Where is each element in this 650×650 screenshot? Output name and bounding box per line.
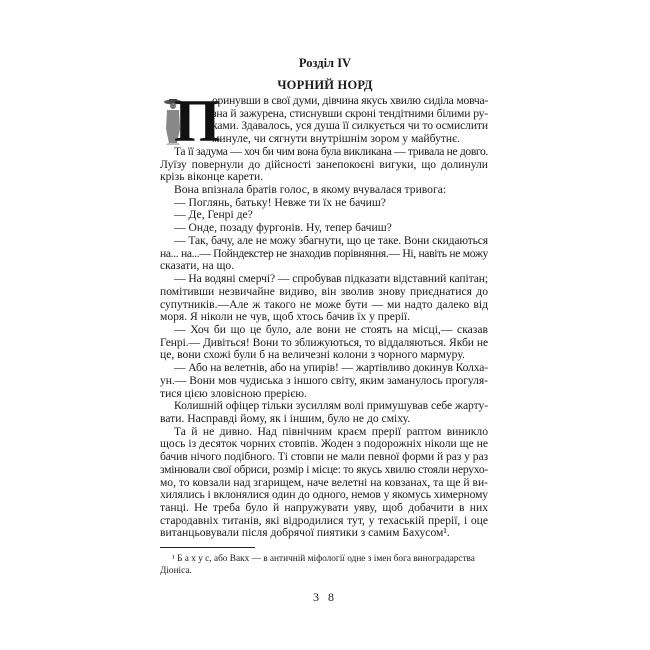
text-line: помітивши незвичайне видиво, він зволив знову приєднатися до <box>160 284 488 298</box>
text-line: танці. Не треба було й напружувати уяву, щоб добачити в них <box>160 501 488 514</box>
paragraph <box>160 146 488 184</box>
text-line: ун.— Вони мов чудиська з іншого світу, яким заманулось прогуля- <box>160 373 488 387</box>
body-text <box>160 95 488 540</box>
chapter-heading: Розділ IV <box>298 56 352 70</box>
text-line: — На водяні смерчі? — спробував підказати відставний капітан; <box>174 272 488 286</box>
text-line: — Або на велетнів, або на упирів! — жартівливо докинув Колха- <box>174 361 488 375</box>
text-line: крізь віконце карети. <box>160 170 264 184</box>
footnote-line: Діоніса. <box>160 565 192 576</box>
paragraph <box>160 426 488 540</box>
text-line: — Так, бачу, але не можу збагнути, що це таке. Вони скидаються <box>174 233 488 247</box>
text-line: Генрі.— Дивіться! Вони то зближуються, то віддаляються. Якби не <box>160 335 488 349</box>
text-line: стародавніх титанів, які відродилися тут, у техаській прерії, і оце <box>160 513 488 527</box>
text-line: оринувши в свої думи, дівчина якусь хвилю сиділа мовча- <box>212 94 488 107</box>
paragraph <box>160 222 488 235</box>
footnote <box>160 554 488 577</box>
text-line: сказати, на що. <box>160 259 235 273</box>
paragraph <box>160 273 488 324</box>
text-line: супутників.—Але ж такого не може бути — ми надто далеко від <box>160 297 488 311</box>
text-line: — Поглянь, батьку! Невже ти їх не бачиш? <box>174 195 386 209</box>
chapter-title: ЧОРНИЙ НОРД <box>277 78 373 92</box>
text-line: Та її задума — хоч би чим вона була викликана — тривала не довго. <box>174 144 488 158</box>
paragraph <box>160 400 488 425</box>
text-line: Та й не дивно. Над північним краєм прерії раптом виникло <box>174 424 488 438</box>
footnote-line: ¹ Б а х у с, або Вакх — в античній міфології одне з імен бога виноградарства <box>172 554 475 564</box>
paragraph <box>160 235 488 273</box>
text-line: тися цією зловісною прерією. <box>160 386 307 400</box>
text-line: бачив нічого подібного. Ті стовпи не мали певної форми й раз у раз <box>160 450 488 464</box>
text-line: вати. Насправді йому, як і іншим, було не до сміху. <box>160 411 411 425</box>
text-line: хилялись і вклонялися один до одного, немов у якомусь химерному <box>160 488 488 502</box>
paragraph <box>160 362 488 400</box>
text-line: це, вони схожі були б на величезні колони з чорного мармуру. <box>160 348 465 362</box>
text-line: — Де, Генрі де? <box>174 208 253 222</box>
text-line: на... на...— Пойндекстер не знаходив порівняння.— Ні, навіть не можу <box>160 246 488 260</box>
footnote-divider <box>160 547 255 548</box>
text-line: зна й зажурена, стиснувши скроні тендітними білими ру- <box>212 106 488 120</box>
text-line: Вона впізнала братів голос, в якому вчувалася тривога: <box>174 183 447 197</box>
text-line: минуле, чи сягнути внутрішнім зором у майбутнє. <box>212 132 461 146</box>
text-line: витанцьовували після добрячої пиятики з самим Бахусом¹. <box>160 526 450 540</box>
text-line: мо, то ковзали над згарищем, наче велетні на ковзанах, та ще й ви- <box>160 475 488 489</box>
text-line: змінювали свої обриси, розмір і місце: то якусь хвилю стояли нерухо- <box>160 462 488 476</box>
paragraph <box>160 95 488 146</box>
page-number: 3 8 <box>313 590 337 604</box>
paragraph <box>160 184 488 197</box>
text-line: моря. Я ніколи не чув, щоб хтось бачив їх у прерії. <box>160 310 411 324</box>
text-line: ками. Здавалось, уся душа її силкується чи то осмислити <box>212 119 488 133</box>
drop-cap-letter: П <box>174 88 221 154</box>
text-line: Колишній офіцер тільки зусиллям волі примушував себе жарту- <box>174 399 488 413</box>
text-line: Луїзу повернули до дійсності занепокоєні вигуки, що долинули <box>160 157 488 171</box>
text-line: — Хоч би що це було, але вони не стоять на місці,— сказав <box>174 322 488 336</box>
text-line: щось із десяток чорних стовпів. Жоден з подорожніх ніколи ще не <box>160 437 488 451</box>
paragraph <box>160 324 488 362</box>
text-line: — Онде, позаду фургонів. Ну, тепер бачиш? <box>174 221 392 235</box>
